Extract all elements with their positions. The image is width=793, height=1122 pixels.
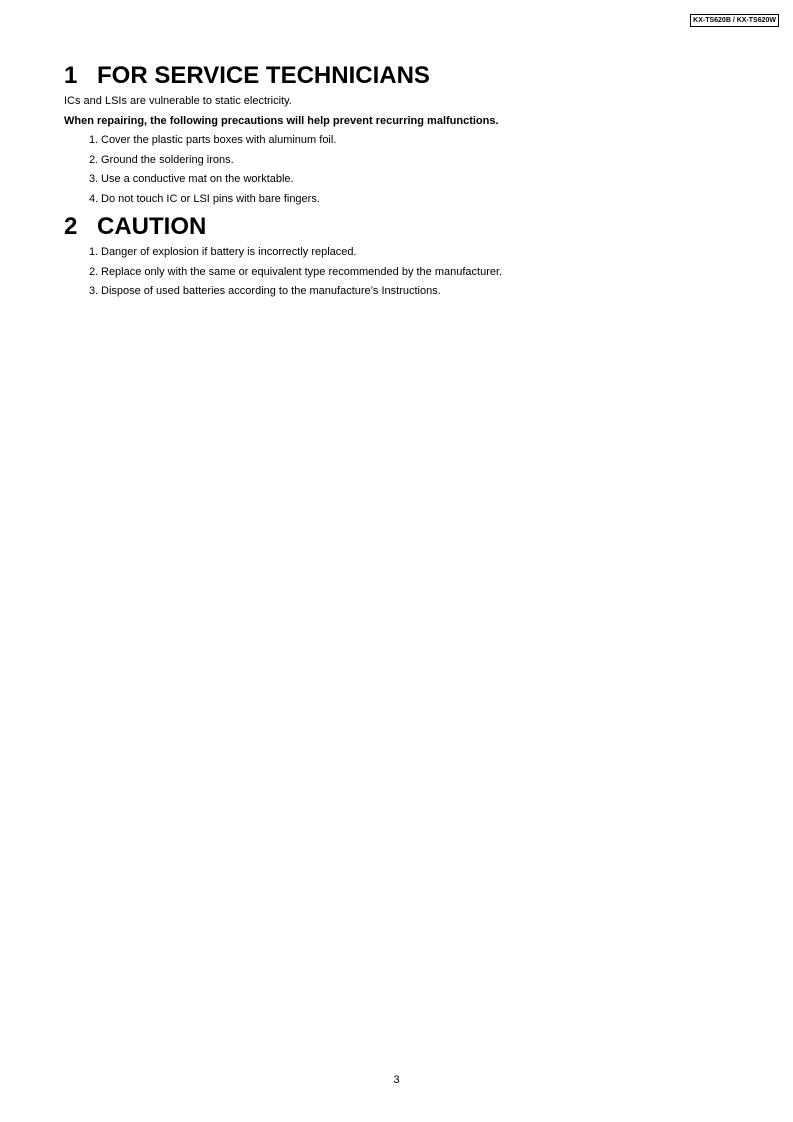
section-service-technicians (64, 60, 744, 209)
list-item (64, 151, 744, 171)
list-item-number: 1. (89, 246, 99, 258)
list-item-text: Ground the soldering irons. (101, 153, 234, 166)
list-item-text: Danger of explosion if battery is incorrectly replaced. (101, 246, 357, 258)
page-number: 3 (393, 1074, 400, 1086)
section-number: 1 (64, 62, 78, 89)
list-item-number: 2. (89, 153, 99, 166)
list-item (64, 263, 744, 283)
list-item-text: Cover the plastic parts boxes with aluminum foil. (101, 134, 337, 146)
list-item-text: Dispose of used batteries according to the manufacture’s Instructions. (101, 285, 441, 297)
list-item-text: Do not touch IC or LSI pins with bare fingers. (101, 192, 320, 205)
list-item-number: 1. (89, 134, 99, 146)
list-item (64, 282, 744, 302)
list-item-text: Use a conductive mat on the worktable. (101, 173, 294, 185)
model-number-tag: KX-TS620B / KX-TS620W (690, 14, 779, 27)
list-item (64, 190, 744, 210)
section-title: CAUTION (97, 213, 207, 240)
list-item (64, 170, 744, 190)
section-heading (64, 211, 744, 243)
list-item-number: 3. (89, 173, 99, 185)
precautions-note: When repairing, the following precautions will help prevent recurring malfunctions. (64, 114, 499, 127)
list-item-number: 2. (89, 265, 99, 278)
section-title: FOR SERVICE TECHNICIANS (97, 62, 430, 89)
precautions-list (64, 131, 744, 209)
intro-paragraph: ICs and LSIs are vulnerable to static electricity. (64, 95, 292, 107)
list-item-number: 3. (89, 285, 99, 297)
list-item (64, 243, 744, 263)
caution-list (64, 243, 744, 302)
document-body (64, 60, 744, 302)
list-item-text: Replace only with the same or equivalent type recommended by the manufacturer. (101, 265, 503, 278)
list-item (64, 131, 744, 151)
section-heading (64, 60, 744, 92)
section-number: 2 (64, 213, 78, 240)
list-item-number: 4. (89, 192, 99, 205)
section-caution (64, 211, 744, 302)
